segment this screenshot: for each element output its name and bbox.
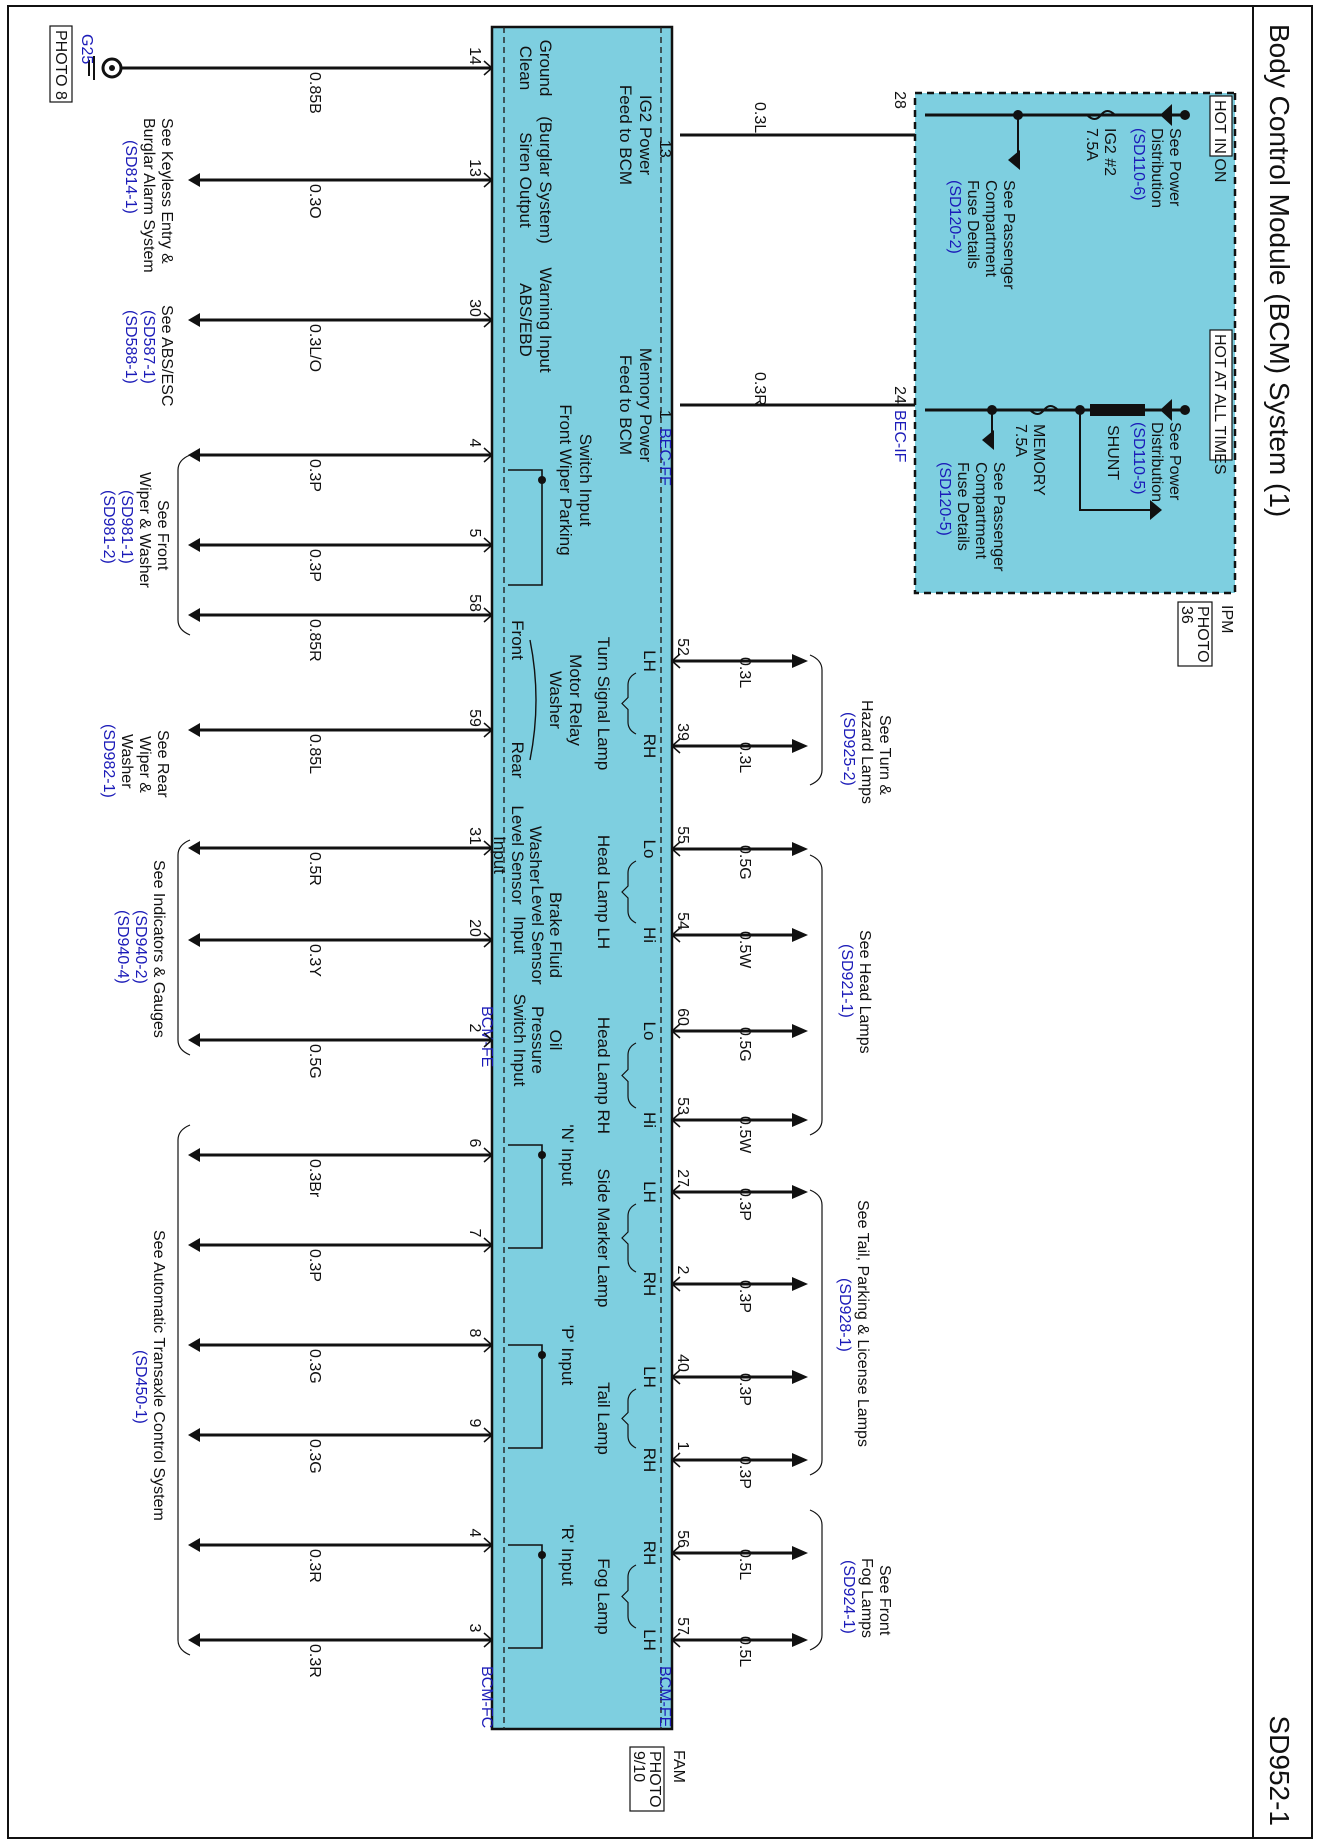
n-input-label: 'N' Input: [558, 1124, 577, 1186]
left-pin-number: 7: [466, 1228, 483, 1238]
shunt-label: SHUNT: [1104, 425, 1121, 481]
see-power-dist-b-1: See Power: [1166, 422, 1183, 501]
see-pcfd-a-4: (SD120-2): [946, 180, 963, 254]
left-wire-label: 0.85B: [306, 72, 323, 114]
fuse-memory-1: MEMORY: [1030, 424, 1047, 496]
see-power-dist-b-2: Distribution: [1148, 422, 1165, 503]
left-pin-number: 6: [466, 1138, 483, 1148]
left-wire-label: 0.85L: [306, 734, 323, 775]
output-wire-label: 0.3P: [736, 1373, 753, 1406]
abs-1: ABS/EBD: [516, 283, 535, 357]
output-wire-label: 0.5G: [736, 1027, 753, 1062]
arrow-up-icon: [792, 739, 808, 753]
output-side-label: RH: [640, 1271, 659, 1297]
washer-level-3: Input: [490, 836, 509, 874]
connector-bec-ff: BEC-FF: [656, 428, 673, 486]
arrow-down-icon: [188, 1238, 200, 1252]
p-input-label: 'P' Input: [558, 1324, 577, 1386]
left-wire-label: 0.85R: [306, 619, 323, 662]
see-power-dist-a-1: See Power: [1166, 128, 1183, 207]
see-pcfd-b-4: (SD120-5): [936, 462, 953, 536]
output-side-label: Hi: [640, 1111, 659, 1129]
rear-label: Rear: [508, 741, 527, 779]
left-pin-number: 3: [466, 1623, 483, 1633]
left-wire-label: 0.3Br: [306, 1159, 323, 1198]
ref-transaxle-1: See Automatic Transaxle Control System: [150, 1230, 167, 1521]
fuse-ig2-1: IG2 #2: [1101, 128, 1118, 177]
arrow-up-icon: [792, 1185, 808, 1199]
left-wire-label: 0.5G: [306, 1044, 323, 1079]
hot-at-all-times-label: HOT AT ALL TIMES: [1211, 334, 1228, 475]
output-group-label: Turn Signal Lamp: [594, 636, 613, 771]
see-pcfd-b-2: Compartment: [972, 462, 989, 559]
left-pin-number: 59: [466, 709, 483, 727]
output-group-label: Fog Lamp: [594, 1558, 613, 1635]
ref-transaxle-2: (SD450-1): [132, 1350, 149, 1424]
left-pin-number: 14: [466, 47, 483, 65]
ref-indicators-2: (SD940-2): [132, 910, 149, 984]
left-wire-label: 0.3R: [306, 1549, 323, 1583]
output-pin-number: 60: [674, 1008, 691, 1026]
wire-ig2-label: 0.3L: [751, 102, 768, 134]
left-pin-number: 9: [466, 1418, 483, 1428]
arrow-down-icon: [188, 608, 200, 622]
input-mem-pin: 1: [656, 410, 673, 419]
ref-fog-1: See Front: [876, 1565, 893, 1636]
output-wire-label: 0.5W: [736, 931, 753, 969]
washer-relay-2: Motor Relay: [566, 654, 585, 746]
see-pcfd-a-3: Fuse Details: [964, 180, 981, 269]
left-wire-label: 0.3P: [306, 1249, 323, 1282]
ref-indicators-1: See Indicators & Gauges: [150, 860, 167, 1038]
ref-fog-3: (SD924-1): [840, 1560, 857, 1634]
output-pin-number: 54: [674, 912, 691, 930]
left-pin-number: 4: [466, 438, 483, 448]
left-references: [50, 26, 190, 1655]
left-wire-label: 0.3R: [306, 1644, 323, 1678]
arrow-down-icon: [188, 538, 200, 552]
output-pin-number: 2: [674, 1265, 691, 1275]
ref-fog-2: Fog Lamps: [858, 1558, 875, 1639]
arrow-up-icon: [792, 1113, 808, 1127]
ref-keyless-1: See Keyless Entry &: [158, 118, 175, 264]
output-side-label: LH: [640, 1366, 659, 1388]
arrow-up-icon: [792, 1024, 808, 1038]
siren-2: (Burglar System): [536, 116, 555, 244]
connector-bcm-fe-left: BCM-FE: [478, 1006, 495, 1068]
output-wire-label: 0.5G: [736, 845, 753, 880]
arrow-down-icon: [188, 1338, 200, 1352]
output-pin-number: 53: [674, 1097, 691, 1115]
ref-head-1: See Head Lamps: [856, 930, 873, 1054]
left-wire-label: 0.3P: [306, 549, 323, 582]
left-wire-label: 0.3P: [306, 459, 323, 492]
ref-front-wiper-3: (SD981-1): [118, 490, 135, 564]
washer-relay-1: Washer: [546, 671, 565, 729]
left-pin-number: 5: [466, 528, 483, 538]
ref-turn-2: Hazard Lamps: [858, 700, 875, 805]
arrow-up-icon: [792, 928, 808, 942]
output-side-label: RH: [640, 733, 659, 759]
ipm-label: IPM: [1218, 605, 1235, 634]
oil-pressure-2: Pressure: [528, 1005, 547, 1075]
connector-bcm-fc: BCM-FC: [478, 1666, 495, 1729]
left-pin-number: 30: [466, 299, 483, 317]
output-wire-label: 0.3L: [736, 742, 753, 774]
output-wire-label: 0.3L: [736, 657, 753, 689]
ground-dot: [109, 65, 115, 71]
ref-rear-wiper-3: Washer: [118, 734, 135, 789]
arrow-down-icon: [188, 1428, 200, 1442]
output-side-label: Hi: [640, 926, 659, 944]
see-pcfd-b-1: See Passenger: [990, 462, 1007, 572]
arrow-up-icon: [792, 654, 808, 668]
output-pin-number: 40: [674, 1354, 691, 1372]
clean-ground-1: Clean: [516, 45, 535, 91]
ref-front-wiper-2: Wiper & Washer: [136, 472, 153, 588]
left-pin-number: 20: [466, 919, 483, 937]
output-group-label: Head Lamp LH: [594, 834, 613, 950]
oil-pressure-3: Switch Input: [510, 993, 529, 1087]
see-pcfd-a-2: Compartment: [982, 180, 999, 277]
fam-photo-number: 9/10: [630, 1751, 647, 1783]
arrow-down-icon: [188, 1033, 200, 1047]
r-input-label: 'R' Input: [558, 1524, 577, 1586]
ref-head-2: (SD921-1): [838, 944, 855, 1018]
see-pcfd-a-1: See Passenger: [1000, 180, 1017, 290]
left-wire-label: 0.3L/O: [306, 324, 323, 373]
oil-pressure-1: Oil: [546, 1029, 565, 1051]
ref-rear-wiper-1: See Rear: [154, 730, 171, 798]
left-pin-number: 31: [466, 827, 483, 845]
front-wiper-2: Switch Input: [576, 433, 595, 527]
ref-ground-1: G25: [78, 34, 95, 65]
left-pin-number: 4: [466, 1528, 483, 1538]
ref-tail-1: See Tail, Parking & License Lamps: [854, 1200, 871, 1447]
right-references: [810, 655, 893, 1650]
see-power-dist-b-3: (SD110-5): [1130, 422, 1147, 495]
output-side-label: Lo: [640, 839, 659, 859]
ref-turn-3: (SD925-2): [840, 712, 857, 786]
arrow-down-icon: [188, 933, 200, 947]
left-wire-label: 0.3Y: [306, 944, 323, 977]
input-ig2-pin: 13: [656, 140, 673, 158]
output-side-label: LH: [640, 1181, 659, 1203]
ref-abs-1: See ABS/ESC: [158, 305, 175, 407]
arrow-down-icon: [188, 841, 200, 855]
washer-level-1: Washer: [526, 826, 545, 884]
arrow-up-icon: [792, 1546, 808, 1560]
input-ig2-label-1: IG2 Power: [636, 94, 655, 176]
abs-2: Warning Input: [536, 267, 555, 373]
arrow-down-icon: [188, 1148, 200, 1162]
output-pin-number: 27: [674, 1169, 691, 1187]
terminal-arrow-icon: [188, 313, 200, 327]
output-group-label: Tail Lamp: [594, 1382, 613, 1455]
ref-abs-2: (SD587-1): [140, 310, 157, 384]
output-wire-label: 0.3P: [736, 1280, 753, 1313]
washer-level-2: Level Sensor: [508, 805, 527, 905]
ipm-pin-24: 24: [891, 386, 908, 404]
brake-fluid-2: Level Sensor: [528, 885, 547, 985]
output-pin-number: 55: [674, 826, 691, 844]
input-mem-label-1: Memory Power: [636, 347, 655, 463]
ipm-pin-28: 28: [891, 91, 908, 109]
arrow-up-icon: [792, 1633, 808, 1647]
brake-fluid-3: Input: [510, 916, 529, 954]
output-wire-label: 0.5W: [736, 1116, 753, 1154]
left-pin-number: 13: [466, 159, 483, 177]
ref-rear-wiper-2: Wiper &: [136, 736, 153, 793]
ipm-connector-bec-if: BEC-IF: [891, 410, 908, 463]
output-wire-label: 0.5L: [736, 1636, 753, 1668]
input-mem-label-2: Feed to BCM: [616, 354, 635, 456]
left-pin-number: 58: [466, 594, 483, 612]
output-side-label: Lo: [640, 1021, 659, 1041]
output-wire-label: 0.3P: [736, 1456, 753, 1489]
hot-in-on-label: HOT IN ON: [1211, 100, 1228, 183]
siren-1: Siren Output: [516, 132, 535, 228]
arrow-down-icon: [188, 723, 200, 737]
arrow-up-icon: [792, 842, 808, 856]
fam-label: FAM: [670, 1750, 687, 1783]
output-pin-number: 52: [674, 638, 691, 656]
arrow-down-icon: [188, 1633, 200, 1647]
fam-photo-label: PHOTO: [646, 1751, 663, 1808]
output-group-label: Side Marker Lamp: [594, 1168, 613, 1308]
arrow-up-icon: [792, 1277, 808, 1291]
see-power-dist-a-2: Distribution: [1148, 128, 1165, 209]
terminal-arrow-icon: [188, 173, 200, 187]
left-wire-label: 0.3G: [306, 1439, 323, 1474]
output-pin-number: 39: [674, 723, 691, 741]
ipm-photo-number: 36: [1178, 606, 1195, 624]
left-wire-label: 0.3O: [306, 184, 323, 219]
see-power-dist-a-3: (SD110-6): [1130, 128, 1147, 201]
ref-front-wiper-1: See Front: [154, 500, 171, 571]
ref-ground-2: PHOTO 8: [52, 30, 69, 100]
output-side-label: RH: [640, 1447, 659, 1473]
output-side-label: LH: [640, 1629, 659, 1651]
arrow-up-icon: [792, 1370, 808, 1384]
ref-abs-3: (SD588-1): [122, 310, 139, 384]
ref-front-wiper-4: (SD981-2): [100, 490, 117, 564]
front-label: Front: [508, 620, 527, 660]
output-pin-number: 56: [674, 1530, 691, 1548]
left-wire-label: 0.5R: [306, 852, 323, 886]
clean-ground-2: Ground: [536, 39, 555, 97]
ref-indicators-3: (SD940-4): [114, 910, 131, 984]
ipm-photo-label: PHOTO: [1194, 606, 1211, 663]
wire-memory-label: 0.3R: [751, 372, 768, 406]
connector-bcm-fe: BCM-FE: [656, 1666, 673, 1728]
output-side-label: LH: [640, 650, 659, 672]
output-wire-label: 0.3P: [736, 1188, 753, 1221]
output-pin-number: 57: [674, 1617, 691, 1635]
left-pin-number: 2: [466, 1023, 483, 1033]
fuse-ig2-2: 7.5A: [1083, 128, 1100, 161]
arrow-up-icon: [792, 1453, 808, 1467]
sheet-code: SD952-1: [1264, 1715, 1295, 1826]
left-pin-number: 8: [466, 1328, 483, 1338]
ref-rear-wiper-4: (SD982-1): [100, 724, 117, 798]
output-wire-label: 0.5L: [736, 1549, 753, 1581]
sheet-title: Body Control Module (BCM) System (1): [1264, 24, 1295, 518]
arrow-down-icon: [188, 1538, 200, 1552]
ref-keyless-3: (SD814-1): [122, 140, 139, 214]
output-group-label: Head Lamp RH: [594, 1016, 613, 1135]
ipm-box: [891, 91, 1235, 666]
output-side-label: RH: [640, 1540, 659, 1566]
shunt-bar: [1090, 404, 1145, 416]
ref-tail-2: (SD928-1): [836, 1278, 853, 1352]
ref-keyless-2: Burglar Alarm System: [140, 118, 157, 273]
output-pin-number: 1: [674, 1441, 691, 1451]
left-wire-label: 0.3G: [306, 1349, 323, 1384]
fuse-memory-2: 7.5A: [1012, 424, 1029, 457]
front-wiper-1: Front Wiper Parking: [556, 404, 575, 556]
brake-fluid-1: Brake Fluid: [546, 892, 565, 978]
ref-turn-1: See Turn &: [876, 715, 893, 796]
input-ig2-label-2: Feed to BCM: [616, 84, 635, 186]
see-pcfd-b-3: Fuse Details: [954, 462, 971, 551]
